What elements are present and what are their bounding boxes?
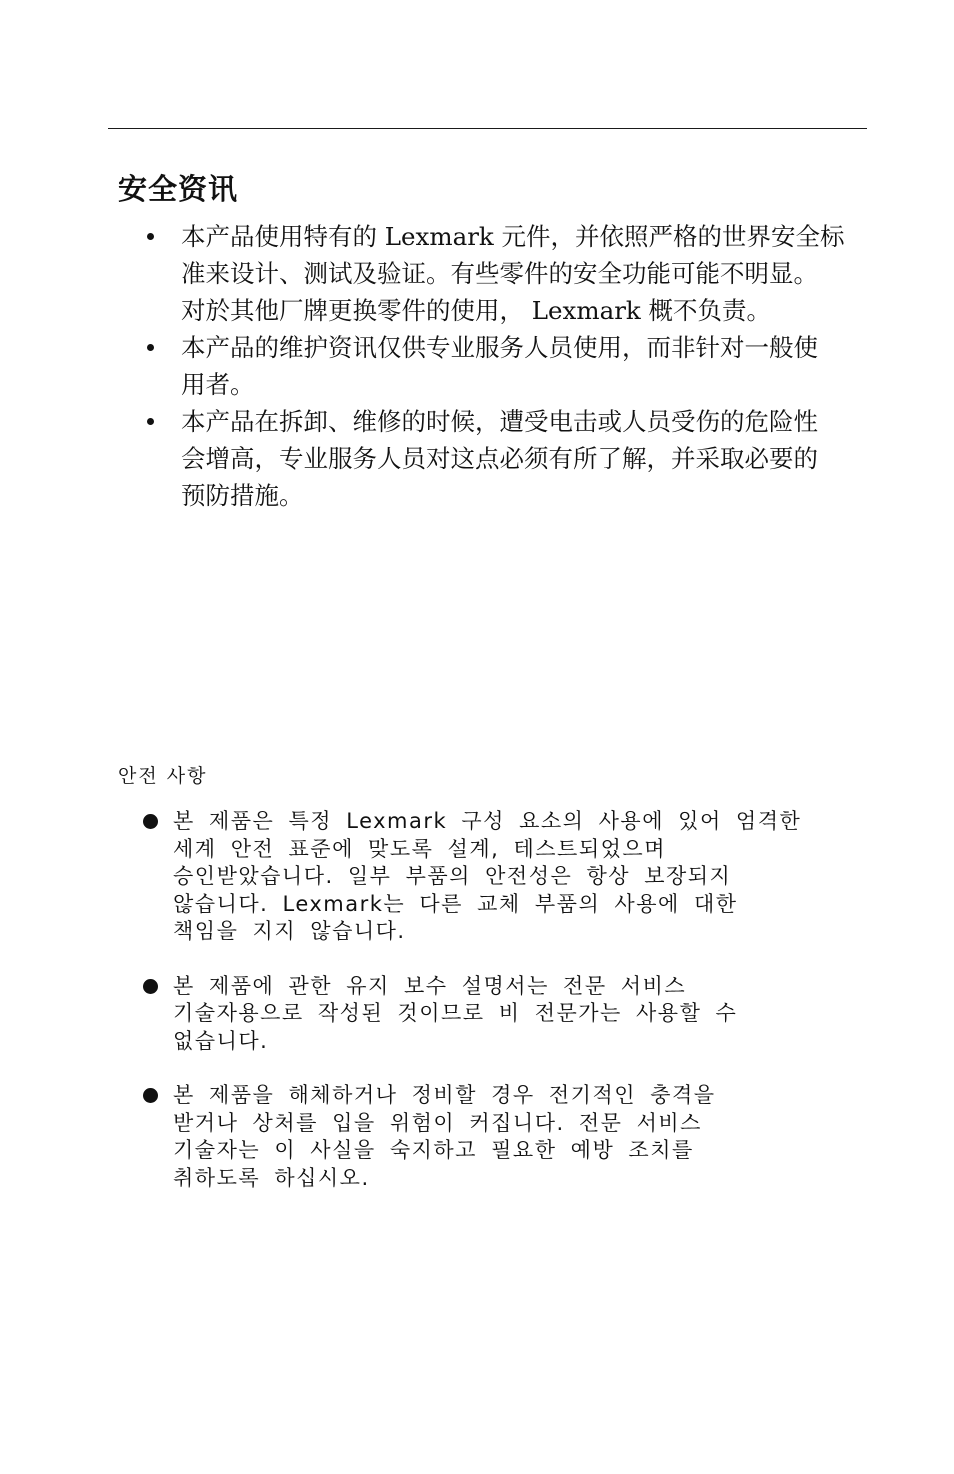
- list-item: [143, 973, 833, 1056]
- bullet-icon: [147, 418, 154, 425]
- text-line: 本产品在拆卸、维修的时候，遭受电击或人员受伤的危险性: [181, 407, 818, 436]
- list-item: [143, 808, 833, 946]
- bullet-icon: [147, 233, 154, 240]
- list-item: [145, 218, 860, 329]
- text-line: 취하도록 하십시오.: [173, 1165, 370, 1190]
- text-line: 기술자용으로 작성된 것이므로 비 전문가는 사용할 수: [173, 1001, 738, 1025]
- text-line: 없습니다.: [173, 1028, 269, 1053]
- text-line: 会增高，专业服务人员对这点必须有所了解，并采取必要的: [181, 444, 818, 473]
- bullet-icon: [147, 344, 154, 351]
- text-line: 기술자는 이 사실을 숙지하고 필요한 예방 조치를: [173, 1138, 694, 1162]
- text-line: 본 제품은 특정 Lexmark 구성 요소의 사용에 있어 엄격한: [173, 809, 802, 833]
- text-line: 准来设计、测试及验证。有些零件的安全功能可能不明显。: [181, 259, 818, 288]
- chinese-safety-list: [145, 218, 860, 514]
- text-line: 승인받았습니다. 일부 부품의 안전성은 항상 보장되지: [173, 864, 732, 888]
- chinese-safety-title: 安全资讯: [118, 172, 239, 206]
- text-line: 用者。: [181, 370, 255, 399]
- text-line: 책임을 지지 않습니다.: [173, 919, 406, 943]
- bullet-icon: [143, 979, 158, 994]
- korean-safety-list: [143, 808, 833, 1192]
- text-line: 않습니다. Lexmark는 다른 교체 부품의 사용에 대한: [173, 891, 738, 916]
- text-line: 对於其他厂牌更换零件的使用， Lexmark 概不负责。: [181, 296, 772, 325]
- text-line: 본 제품을 해체하거나 정비할 경우 전기적인 충격을: [173, 1083, 716, 1107]
- text-line: 본 제품에 관한 유지 보수 설명서는 전문 서비스: [173, 973, 687, 998]
- list-item: [145, 403, 860, 514]
- text-line: 本产品的维护资讯仅供专业服务人员使用，而非针对一般使: [181, 333, 818, 362]
- list-item: [143, 1082, 833, 1192]
- list-item: [145, 329, 860, 403]
- text-line: 本产品使用特有的 Lexmark 元件，并依照严格的世界安全标: [181, 222, 845, 251]
- text-line: 预防措施。: [181, 481, 304, 510]
- top-divider: [108, 128, 867, 129]
- bullet-icon: [143, 814, 158, 829]
- bullet-icon: [143, 1088, 158, 1103]
- korean-safety-title: 안전 사항: [118, 765, 208, 787]
- text-line: 받거나 상처를 입을 위험이 커집니다. 전문 서비스: [173, 1110, 702, 1135]
- text-line: 세계 안전 표준에 맞도록 설계, 테스트되었으며: [173, 836, 666, 861]
